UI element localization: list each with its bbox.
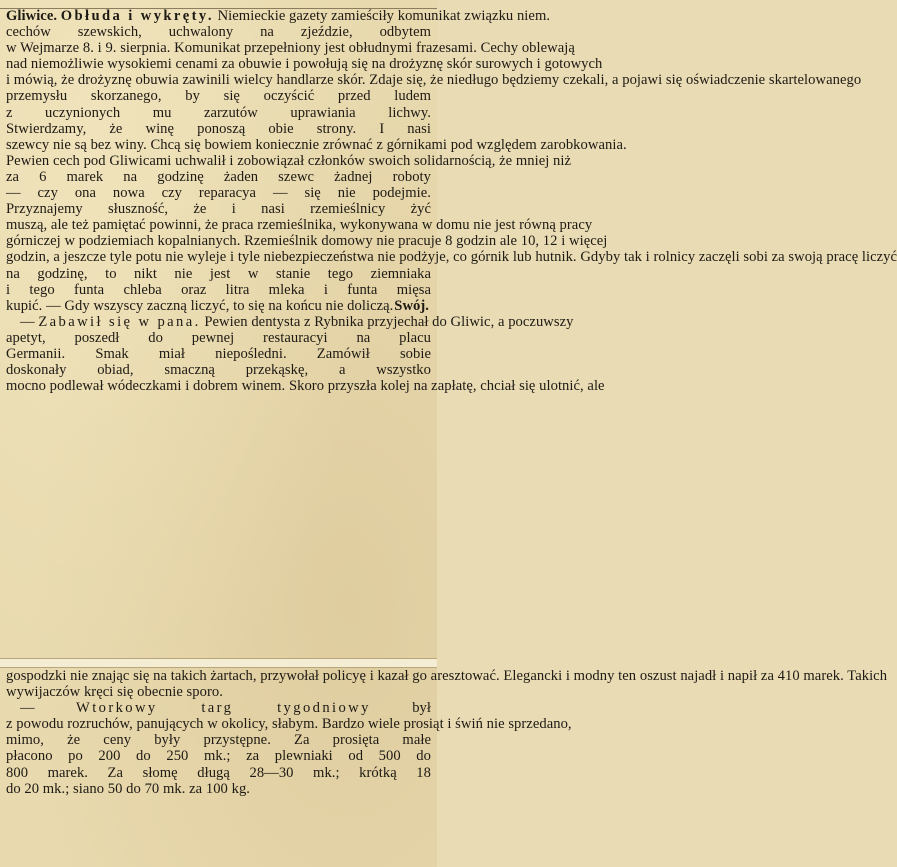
article-line: gospodzki nie znając się na takich żartach, przywołał policyę i kazał go aresztować. Elegancki i modny ten oszust najadł i napił za 410 marek. Takich — [6, 668, 888, 684]
article-line: muszą, ale też pamiętać powinni, że praca rzemieślnika, wykonywana w domu nie jest równą pracy — [6, 217, 593, 234]
article-line: Pewien cech pod Gliwicami uchwalił i zobowiązał członków swoich solidarnością, że mniej niż — [6, 152, 572, 169]
article-line: i mówią, że drożyznę obuwia zawinili wielcy handlarze skór. Zdaje się, że niedługo będziemy czekali, a pojawi się oświadczenie skartelowanego — [6, 72, 862, 89]
article-line: z uczynionych mu zarzutów uprawiania lichwy. — [6, 104, 431, 121]
article-line: cechów szewskich, uchwalony na zjeździe, odbytem — [6, 24, 431, 41]
article-line-with-signature — [6, 298, 431, 314]
article-line: za 6 marek na godzinę żaden szewc żadnej roboty — [6, 168, 431, 185]
article-line: godzin, a jeszcze tyle potu nie wyleje i tyle niebezpieczeństwa nie podżyje, co górnik lub hutnik. Gdyby tak i rolnicy zaczęli sobi za swoją pracę liczyć — [6, 249, 897, 266]
article-column-top — [6, 8, 897, 395]
article-line: szewcy nie są bez winy. Chcą się bowiem koniecznie zrównać z górnikami pod względem zarobkowania. — [6, 136, 627, 153]
article-line: — Wtorkowy targ tygodniowy był — [20, 700, 431, 717]
article-column-bottom — [6, 668, 888, 797]
article-line: — Zabawił się w pana. Pewien dentysta z Rybnika przyjechał do Gliwic, a poczuwszy — [20, 313, 574, 330]
article-line: 800 marek. Za słomę długą 28—30 mk.; krótką 18 — [6, 764, 431, 781]
article-line: do 20 mk.; siano 50 do 70 mk. za 100 kg. — [6, 780, 250, 797]
article-line: Germanii. Smak miał niepośledni. Zamówił sobie — [6, 345, 431, 362]
article-line: doskonały obiad, smaczną przekąskę, a wszystko — [6, 362, 431, 379]
article-line: z powodu rozruchów, panujących w okolicy, słabym. Bardzo wiele prosiąt i świń nie sprzedano, — [6, 716, 572, 733]
article-line: wywijaczów kręci się obecnie sporo. — [6, 684, 223, 701]
article-line: płacono po 200 do 250 mk.; za plewniaki od 500 do — [6, 748, 431, 765]
article-line: Stwierdzamy, że winę ponoszą obie strony. I nasi — [6, 120, 431, 137]
article-line: apetyt, poszedł do pewnej restauracyi na placu — [6, 329, 431, 346]
article-line: Przyznajemy słuszność, że i nasi rzemieślnicy żyć — [6, 201, 431, 218]
article-line: mimo, że ceny były przystępne. Za prosięta małe — [6, 732, 431, 749]
article-line: przemysłu skorzanego, by się oczyścić przed ludem — [6, 88, 431, 105]
article-line: i tego funta chleba oraz litra mleka i funta mięsa — [6, 281, 431, 298]
clipping-cut-line — [0, 658, 437, 668]
article-line: nad niemożliwie wysokiemi cenami za obuwie i powołują się na drożyznę skór surowych i gotowych — [6, 56, 603, 73]
author-signature: Swój. — [394, 297, 429, 314]
article-line: w Wejmarze 8. i 9. sierpnia. Komunikat przepełniony jest obłudnymi frazesami. Cechy oblewają — [6, 40, 575, 57]
article-line: — czy ona nowa czy reparacya — się nie podejmie. — [6, 185, 431, 202]
article-line: na godzinę, to nikt nie jest w stanie tego ziemniaka — [6, 265, 431, 282]
article-line: Gliwice. Obłuda i wykręty. Niemieckie gazety zamieściły komunikat związku niem. — [6, 8, 551, 24]
article-line: mocno podlewał wódeczkami i dobrem winem. Skoro przyszła kolej na zapłatę, chciał się ulotnić, ale — [6, 378, 605, 395]
article-line-text: kupić. — Gdy wszyscy zaczną liczyć, to się na końcu nie doliczą. — [6, 297, 394, 314]
article-line: górniczej w podziemiach kopalnianych. Rzemieślnik domowy nie pracuje 8 godzin ale 10, 12 i więcej — [6, 233, 608, 250]
